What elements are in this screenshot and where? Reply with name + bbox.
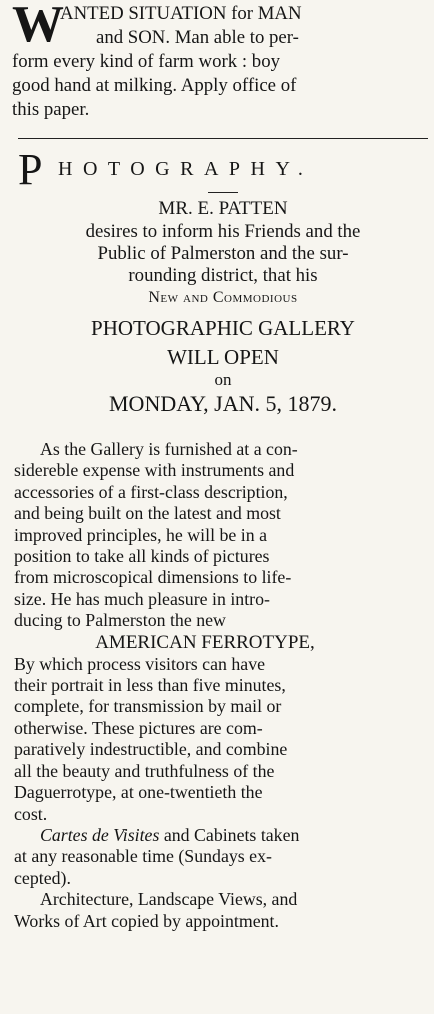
italic-phrase: Cartes de Visites [40,824,160,845]
body-line: at any reasonable time (Sundays ex- [14,846,272,867]
body-line: cepted). [14,867,71,888]
body-line: By which process visitors can have [14,653,266,674]
body-line: complete, for transmission by mail or [14,696,282,717]
body-line: size. He has much pleasure in intro- [14,588,270,609]
drop-cap-p: P [18,145,43,194]
body-line: and being built on the latest and most [14,503,281,524]
body-line: sidereble expense with instruments and [14,460,295,481]
body-line: Works of Art copied by appointment. [14,910,279,931]
body-line: their portrait in less than five minutes, [14,675,286,696]
drop-cap-w: W [12,0,64,53]
photography-ad [14,145,432,932]
body-line: As the Gallery is furnished at a con- [40,439,298,459]
heading-text: HOTOGRAPHY. [58,158,314,180]
description-body [14,439,432,932]
body-line: otherwise. These pictures are com- [14,717,263,738]
body-line: cost. [14,803,48,824]
body-line: accessories of a first-class description, [14,481,288,502]
situation-wanted-ad [12,2,432,122]
body-line: ducing to Palmerston the new [14,610,226,631]
body-line: Daguerrotype, at one-twentieth the [14,782,263,803]
body-line: Cartes de Visites and Cabinets taken [40,824,300,845]
will-open-line: WILL OPEN [167,345,279,369]
ad-heading [14,145,432,194]
body-line: position to take all kinds of pictures [14,546,270,567]
ad-line: this paper. [12,99,90,120]
ad-line: and SON. Man able to per- [96,27,299,48]
gallery-title: PHOTOGRAPHIC GALLERY [91,316,355,340]
proprietor-name: MR. E. PATTEN [158,198,288,219]
small-caps-line: New and Commodious [148,289,298,306]
body-line: from microscopical dimensions to life- [14,567,292,588]
intro-line: Public of Palmerston and the sur- [97,243,349,264]
body-line: paratively indestructible, and combine [14,739,288,760]
short-divider [208,192,238,193]
on-line: on [214,370,232,389]
body-line: all the beauty and truthfulness of the [14,760,275,781]
ad-line: form every kind of farm work : boy [12,51,281,72]
body-line: Architecture, Landscape Views, and [40,889,298,910]
section-divider [18,138,428,139]
ferrotype-heading: AMERICAN FERROTYPE, [95,631,315,653]
ad-line: good hand at milking. Apply office of [12,75,297,96]
ad-line: ANTED SITUATION for MAN [60,3,302,24]
intro-line: desires to inform his Friends and the [85,221,361,242]
opening-date: MONDAY, JAN. 5, 1879. [109,391,337,416]
body-line: improved principles, he will be in a [14,524,267,545]
intro-line: rounding district, that his [128,265,318,286]
